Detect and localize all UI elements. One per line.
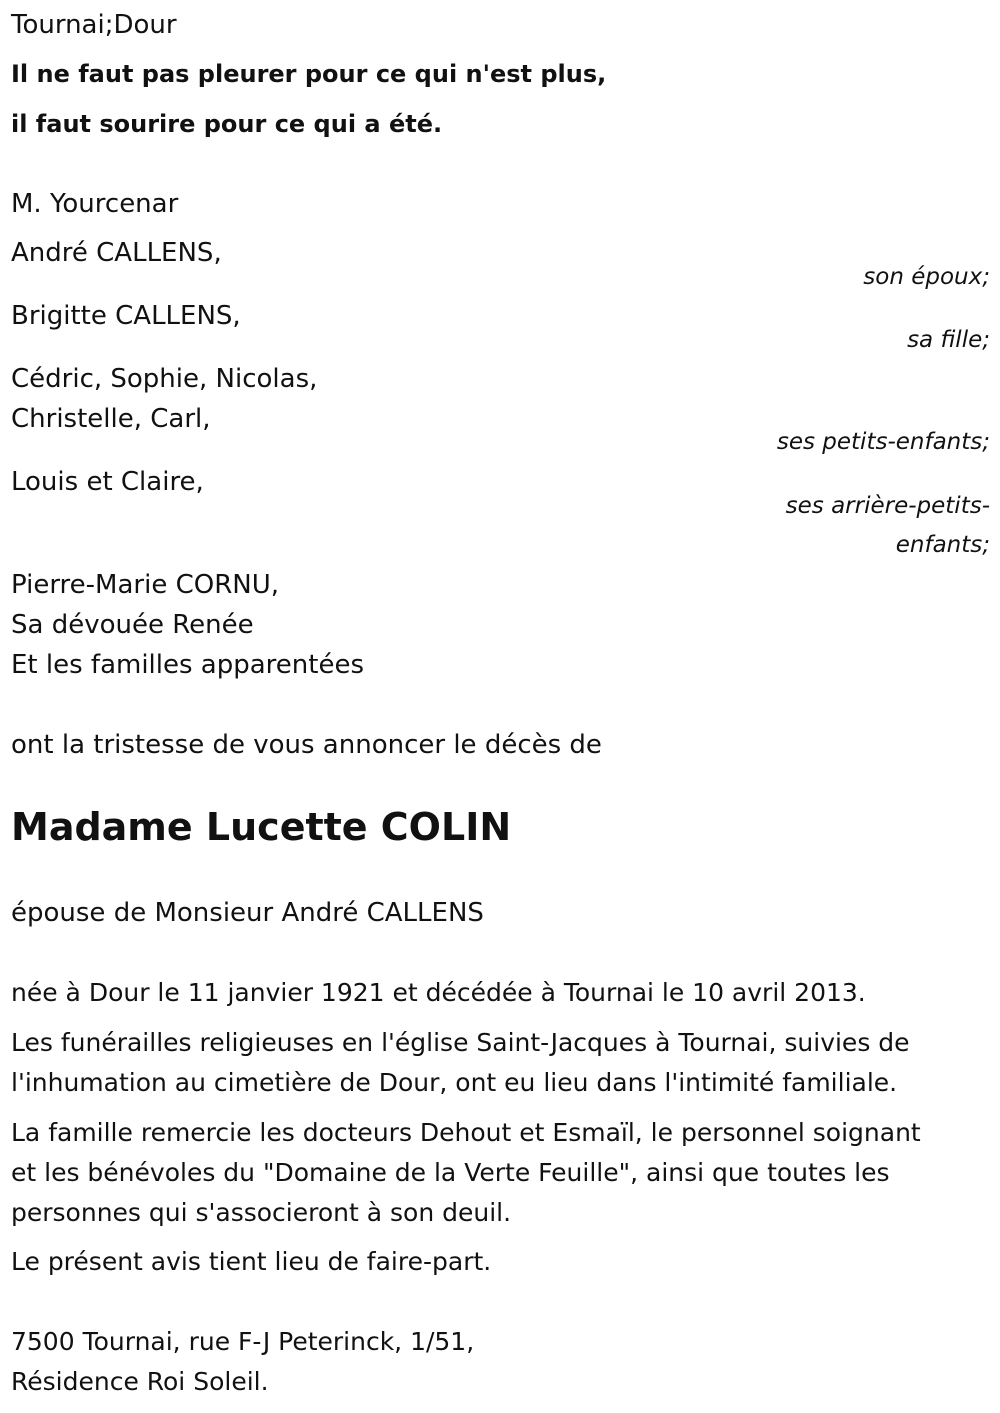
family-member-spouse: André CALLENS, [11,238,222,268]
quote-author: M. Yourcenar [11,189,179,219]
others-line-1: Pierre-Marie CORNU, [11,570,280,600]
others-line-3: Et les familles apparentées [11,650,365,680]
spouse-line: épouse de Monsieur André CALLENS [11,898,484,928]
relation-daughter: sa fille; [907,327,990,353]
relation-great-grandchildren-line-1: ses arrière-petits- [785,493,990,519]
thanks-line-3: personnes qui s'associeront à son deuil. [11,1198,512,1227]
funeral-line-2: l'inhumation au cimetière de Dour, ont eu lieu dans l'intimité familiale. [11,1068,898,1097]
deceased-name: Madame Lucette COLIN [11,805,512,849]
family-member-daughter: Brigitte CALLENS, [11,301,241,331]
announcement: ont la tristesse de vous annoncer le décès de [11,730,602,760]
address-line-2: Résidence Roi Soleil. [11,1367,269,1396]
funeral-line-1: Les funérailles religieuses en l'église Saint-Jacques à Tournai, suivies de [11,1028,910,1057]
relation-spouse: son époux; [863,264,990,290]
relation-grandchildren: ses petits-enfants; [776,429,990,455]
location-header: Tournai;Dour [11,10,177,40]
relation-great-grandchildren-line-2: enfants; [895,532,990,558]
quote-line-2: il faut sourire pour ce qui a été. [11,110,443,138]
birth-death-line: née à Dour le 11 janvier 1921 et décédée à Tournai le 10 avril 2013. [11,978,866,1007]
address-line-1: 7500 Tournai, rue F-J Peterinck, 1/51, [11,1327,475,1356]
thanks-paragraph [11,1113,989,1233]
grandchildren-line-2: Christelle, Carl, [11,404,211,434]
quote-line-1: Il ne faut pas pleurer pour ce qui n'est plus, [11,60,607,88]
notice-line: Le présent avis tient lieu de faire-part. [11,1247,492,1276]
thanks-line-2: et les bénévoles du "Domaine de la Verte Feuille", ainsi que toutes les [11,1158,890,1187]
great-grandchildren: Louis et Claire, [11,467,204,497]
funeral-paragraph [11,1023,989,1103]
thanks-line-1: La famille remercie les docteurs Dehout et Esmaïl, le personnel soignant [11,1118,921,1147]
others-line-2: Sa dévouée Renée [11,610,254,640]
grandchildren-line-1: Cédric, Sophie, Nicolas, [11,364,318,394]
